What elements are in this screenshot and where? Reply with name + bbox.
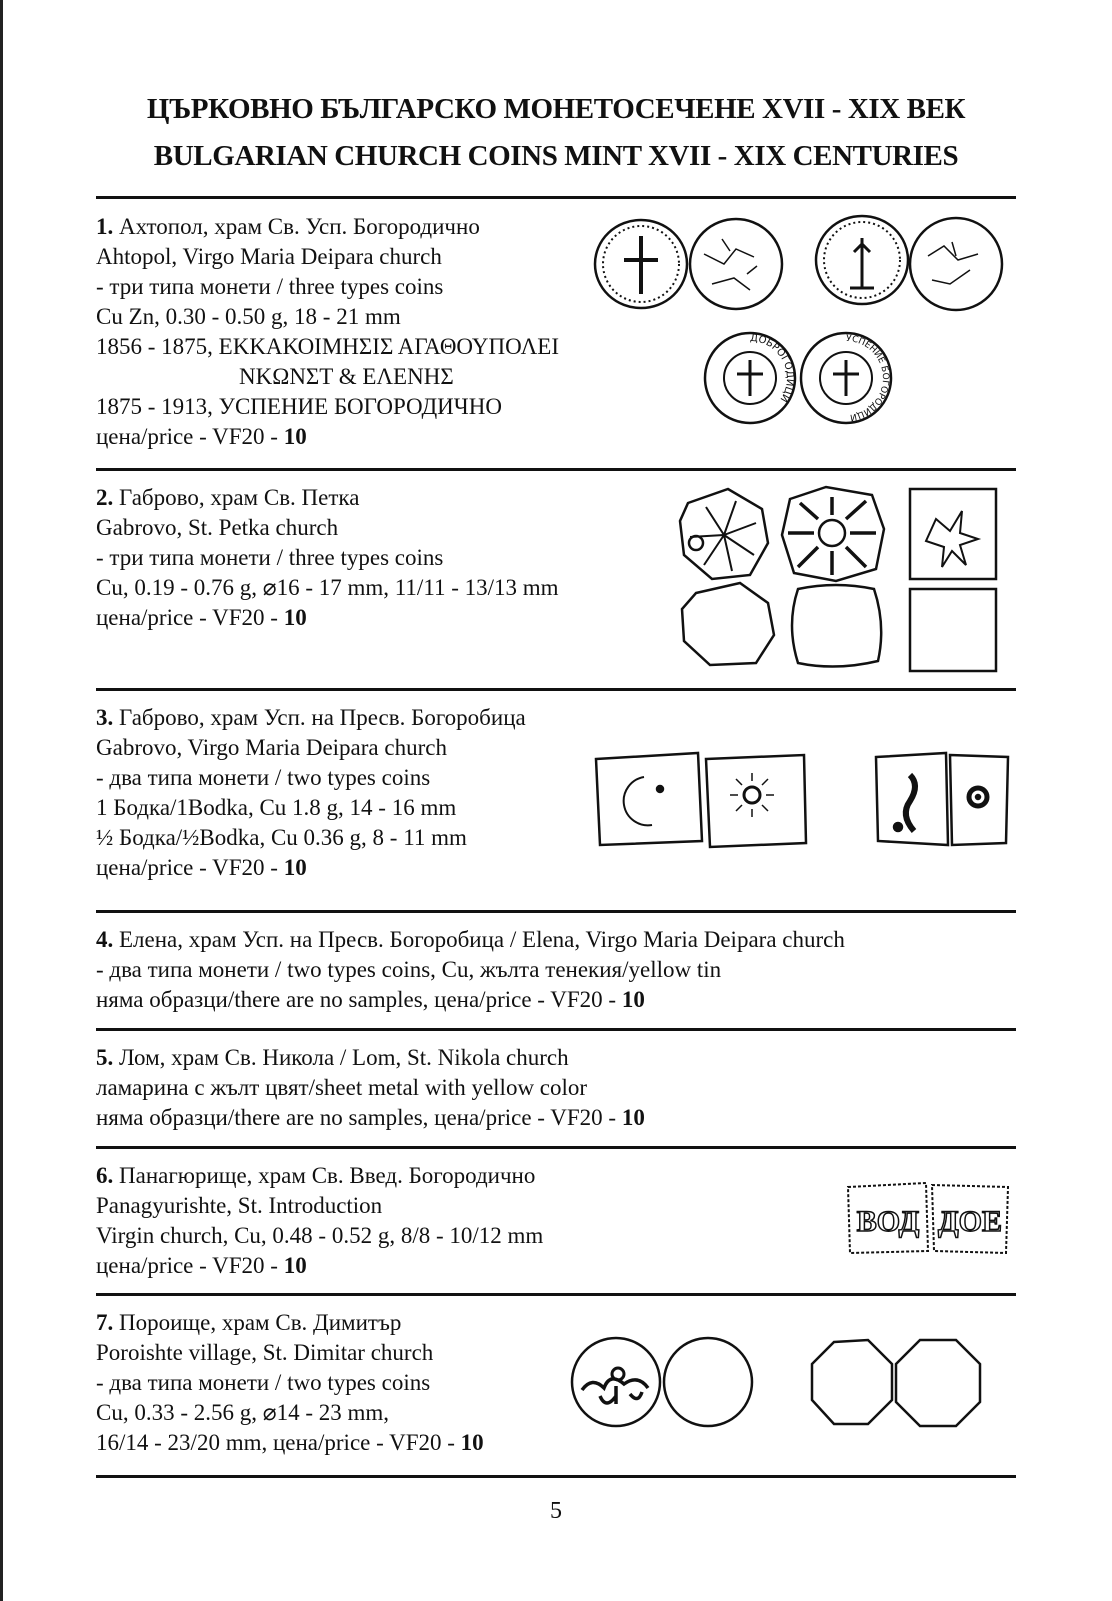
coin-stamp-text: ВОД: [856, 1205, 920, 1238]
price-value: 10: [460, 1430, 484, 1455]
entry-5: [96, 1043, 1016, 1138]
coin-legend-cross-icon: [801, 333, 891, 423]
entry-title-en: Poroishte village, St. Dimitar church: [96, 1340, 434, 1365]
coin-sun-icon: [950, 755, 1008, 845]
coin-blank-icon: [812, 1340, 892, 1424]
entry-title: Елена, храм Усп. на Пресв. Богоробица / Elena, Virgo Maria Deipara church: [119, 927, 845, 952]
entry-price: цена/price - VF20 - 10: [96, 1253, 307, 1278]
divider: [96, 1028, 1016, 1031]
coin-worn-icon: [910, 218, 1002, 310]
entry-types: - три типа монети / three types coins: [96, 274, 444, 299]
entry-price: цена/price - VF20 - 10: [96, 424, 307, 449]
svg-text:УСПЕНИЕ БОГОРОДИЦИ: [846, 334, 890, 422]
entry-title-bg: Габрово, храм Св. Петка: [119, 485, 360, 510]
entry-inscription-1b: ΝΚΩΝΣΤ & ΕΛΕΝΗΣ: [239, 364, 454, 389]
coin-blank-icon: [792, 585, 881, 667]
entry-number: 1.: [96, 214, 114, 239]
price-value: 10: [621, 987, 645, 1012]
coin-sun-icon: [706, 755, 806, 847]
divider: [96, 688, 1016, 691]
entry-number: 5.: [96, 1045, 114, 1070]
entry-specs: Cu, 0.33 - 2.56 g, ⌀14 - 23 mm,: [96, 1400, 390, 1425]
entry-number: 2.: [96, 485, 114, 510]
divider: [96, 196, 1016, 199]
entry-1-text: [96, 212, 559, 452]
coin-illustrations-6: [846, 1181, 1012, 1255]
entry-specs: Cu Zn, 0.30 - 0.50 g, 18 - 21 mm: [96, 304, 401, 329]
entry-4-text: [96, 925, 845, 1015]
entry-number: 7.: [96, 1310, 114, 1335]
svg-text:ДОБРОГОДИЦИ: [750, 333, 796, 404]
entry-material: ламарина с жълт цвят/sheet metal with yellow color: [96, 1075, 588, 1100]
entry-number: 6.: [96, 1163, 114, 1188]
divider: [96, 1293, 1016, 1296]
entry-inscription-2: 1875 - 1913, УСПЕНИЕ БОГОРОДИЧНО: [96, 394, 502, 419]
entry-7: [96, 1308, 1016, 1468]
entry-price: 16/14 - 23/20 mm, цена/price - VF20 - 10: [96, 1430, 484, 1455]
entry-6: [96, 1161, 1016, 1286]
entry-title-en: Gabrovo, Virgo Maria Deipara church: [96, 735, 447, 760]
entry-title-bg: Пороище, храм Св. Димитър: [119, 1310, 402, 1335]
coin-blank-icon: [896, 1340, 980, 1426]
entry-number: 4.: [96, 927, 114, 952]
entry-types: - три типа монети / three types coins: [96, 545, 444, 570]
price-value: 10: [283, 605, 307, 630]
entry-number: 3.: [96, 705, 114, 730]
entry-specs-2: ½ Бодка/½Bodka, Cu 0.36 g, 8 - 11 mm: [96, 825, 467, 850]
entry-2-text: [96, 483, 559, 633]
divider: [96, 1475, 1016, 1478]
coin-bird-icon: [572, 1338, 660, 1426]
entry-price: няма образци/there are no samples, цена/price - VF20 - 10: [96, 1105, 645, 1130]
entry-3: [96, 703, 1016, 903]
entry-title-en: Gabrovo, St. Petka church: [96, 515, 339, 540]
coin-illustrations-3: [594, 751, 1012, 851]
coin-blank-icon: [664, 1338, 752, 1426]
price-value: 10: [283, 424, 307, 449]
entry-inscription-1: 1856 - 1875, ΕΚΚΑΚΟΙΜΗΣΙΣ ΑΓΑΘΟΥΠΟΛΕΙ: [96, 334, 560, 359]
coin-legend-text: УСПЕНИЕ БОГОРОДИЦИ: [845, 333, 891, 422]
coin-crescent-icon: [596, 753, 702, 845]
coin-stamp-text: ДОЕ: [938, 1205, 1002, 1238]
entry-price: няма образци/there are no samples, цена/price - VF20 - 10: [96, 987, 645, 1012]
title-english: BULGARIAN CHURCH COINS MINT XVII - XIX CENTURIES: [153, 140, 959, 172]
coin-illustrations-7: [570, 1336, 1012, 1432]
coin-legend-text: ДОБРОГОДИЦИ: [749, 332, 796, 404]
entry-3-text: [96, 703, 526, 883]
coin-rays-icon: [680, 489, 768, 579]
coin-legend-cross-icon: [705, 333, 795, 423]
divider: [96, 468, 1016, 471]
title-bulgarian: ЦЪРКОВНО БЪЛГАРСКО МОНЕТОСЕЧЕНЕ XVII - XIX ВЕК: [146, 93, 966, 125]
coin-blank-icon: [910, 589, 996, 671]
entry-specs-1: 1 Бодка/1Bodka, Cu 1.8 g, 14 - 16 mm: [96, 795, 457, 820]
entry-5-text: [96, 1043, 645, 1133]
coin-blank-icon: [682, 583, 774, 665]
entry-6-text: [96, 1161, 543, 1281]
entry-price: цена/price - VF20 - 10: [96, 605, 307, 630]
entry-price: цена/price - VF20 - 10: [96, 855, 307, 880]
price-value: 10: [283, 855, 307, 880]
coin-figure-icon: [816, 216, 908, 304]
coin-worn-icon: [690, 219, 782, 309]
coin-crescent-icon: [876, 753, 948, 845]
entry-specs: Cu, 0.19 - 0.76 g, ⌀16 - 17 mm, 11/11 - 13/13 mm: [96, 575, 559, 600]
divider: [96, 1146, 1016, 1149]
price-value: 10: [621, 1105, 645, 1130]
coin-star-icon: [910, 489, 996, 579]
divider: [96, 910, 1016, 913]
entry-specs: Virgin church, Cu, 0.48 - 0.52 g, 8/8 - 10/12 mm: [96, 1223, 544, 1248]
page-number: 5: [550, 1498, 562, 1524]
entry-7-text: [96, 1308, 484, 1458]
entry-title-bg: Габрово, храм Усп. на Пресв. Богоробица: [119, 705, 526, 730]
coin-illustrations-1: [592, 214, 1012, 429]
entry-title: Лом, храм Св. Никола / Lom, St. Nikola church: [119, 1045, 569, 1070]
entry-title-bg: Панагюрище, храм Св. Введ. Богородично: [119, 1163, 536, 1188]
coin-sun-icon: [782, 487, 884, 581]
entry-title-en: Panagyurishte, St. Introduction: [96, 1193, 383, 1218]
entry-title-en: Ahtopol, Virgo Maria Deipara church: [96, 244, 442, 269]
page-left-edge: [0, 0, 3, 1601]
price-value: 10: [283, 1253, 307, 1278]
coin-illustrations-2: [676, 485, 1012, 675]
page-header: [0, 86, 1112, 180]
entry-4: [96, 925, 1016, 1020]
coin-cross-icon: [595, 220, 687, 308]
entry-title-bg: Ахтопол, храм Св. Усп. Богородично: [119, 214, 480, 239]
entry-types: - два типа монети / two types coins: [96, 1370, 431, 1395]
entry-types: - два типа монети / two types coins, Cu, жълта тенекия/yellow tin: [96, 957, 722, 982]
entry-2: [96, 483, 1016, 683]
entry-1: [96, 212, 1016, 462]
entry-types: - два типа монети / two types coins: [96, 765, 431, 790]
